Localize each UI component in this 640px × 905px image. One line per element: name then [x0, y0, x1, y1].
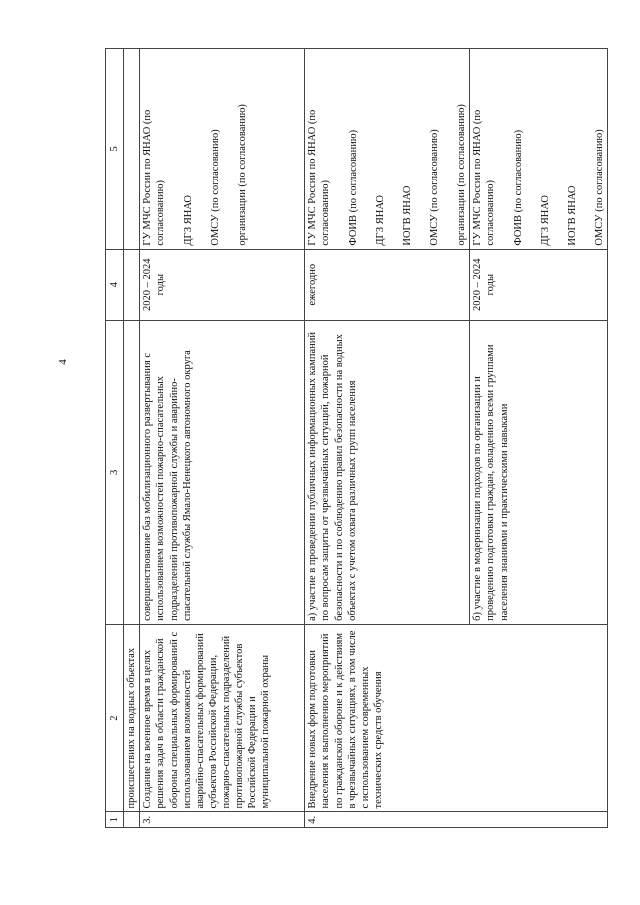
header-col-5: 5: [106, 49, 124, 250]
executor: ГУ МЧС России по ЯНАО (по согласованию): [307, 109, 332, 246]
executor: ГУ МЧС России по ЯНАО (по согласованию): [142, 109, 167, 246]
executor: ДГЗ ЯНАО: [374, 195, 386, 246]
executor: ОМСУ (по согласованию): [209, 129, 221, 246]
measure-period: ежегодно: [305, 249, 470, 320]
measures-table: [105, 48, 608, 828]
executor: ОМСУ (по согласованию): [593, 129, 605, 246]
row-number: 3.: [140, 812, 305, 828]
executor: ФОИВ (по согласованию): [347, 129, 359, 246]
header-col-3: 3: [106, 320, 124, 624]
executor: ОМСУ (по согласованию): [428, 129, 440, 246]
executor: ГУ МЧС России по ЯНАО (по согласованию): [472, 109, 497, 246]
measure-name: Внедрение новых форм подготовки населения к выполнению мероприятий по гражданской обороне и к действиям в чрезвычайных ситуациях, в том числе с использованием современных технических средств обучения: [305, 624, 608, 812]
measure-period: 2020 – 2024 годы: [140, 249, 305, 320]
measure-task: а) участие в проведении публичных информационных кампаний по вопросам защиты от чрезвычайных ситуаций, пожарной безопасности и по соблюдению правил безопасности на водных объектах с учетом охвата различных групп населения: [305, 320, 470, 624]
executor: организации (по согласованию): [236, 104, 248, 246]
executor: ДГЗ ЯНАО: [539, 195, 551, 246]
rotated-table-container: [105, 48, 605, 828]
measure-task: б) участие в модернизации подходов по организации и проведению подготовки граждан, овладению всеми группами населения знаниями и практическими навыками: [470, 320, 608, 624]
measure-executors: [140, 49, 305, 250]
row-number: 4.: [305, 812, 608, 828]
continuation-text: происшествиях на водных объектах: [124, 624, 140, 812]
header-row: [106, 49, 124, 828]
page-number: 4: [56, 359, 69, 365]
executor: ИОГВ ЯНАО: [401, 185, 413, 246]
measure-executors: [305, 49, 470, 250]
executor: ДГЗ ЯНАО: [182, 195, 194, 246]
measure-task: совершенствование баз мобилизационного развертывания с использованием возможностей пожарно-спасательных подразделений противопожарной службы и аварийно-спасательной службы Ямало-Ненецкого автономного округа: [140, 320, 305, 624]
table-row: [140, 49, 305, 828]
measure-name: Создание на военное время в целях решения задач в области гражданской обороны специальных формирований с использованием возможностей аварийно-спасательных формирований субъектов Российской Федерации, пожарно-спасательных подразделений противопожарной службы субъектов Российской Федерации и муниципальной пожарной охраны: [140, 624, 305, 812]
measure-period: 2020 – 2024 годы: [470, 249, 608, 320]
measure-executors: [470, 49, 608, 250]
header-col-2: 2: [106, 624, 124, 812]
table-row: [305, 49, 470, 828]
executor: ФОИВ (по согласованию): [512, 129, 524, 246]
executor: ИОГВ ЯНАО: [566, 185, 578, 246]
header-col-4: 4: [106, 249, 124, 320]
header-col-1: 1: [106, 812, 124, 828]
continuation-row: [124, 49, 140, 828]
executor: организации (по согласованию): [456, 104, 467, 246]
